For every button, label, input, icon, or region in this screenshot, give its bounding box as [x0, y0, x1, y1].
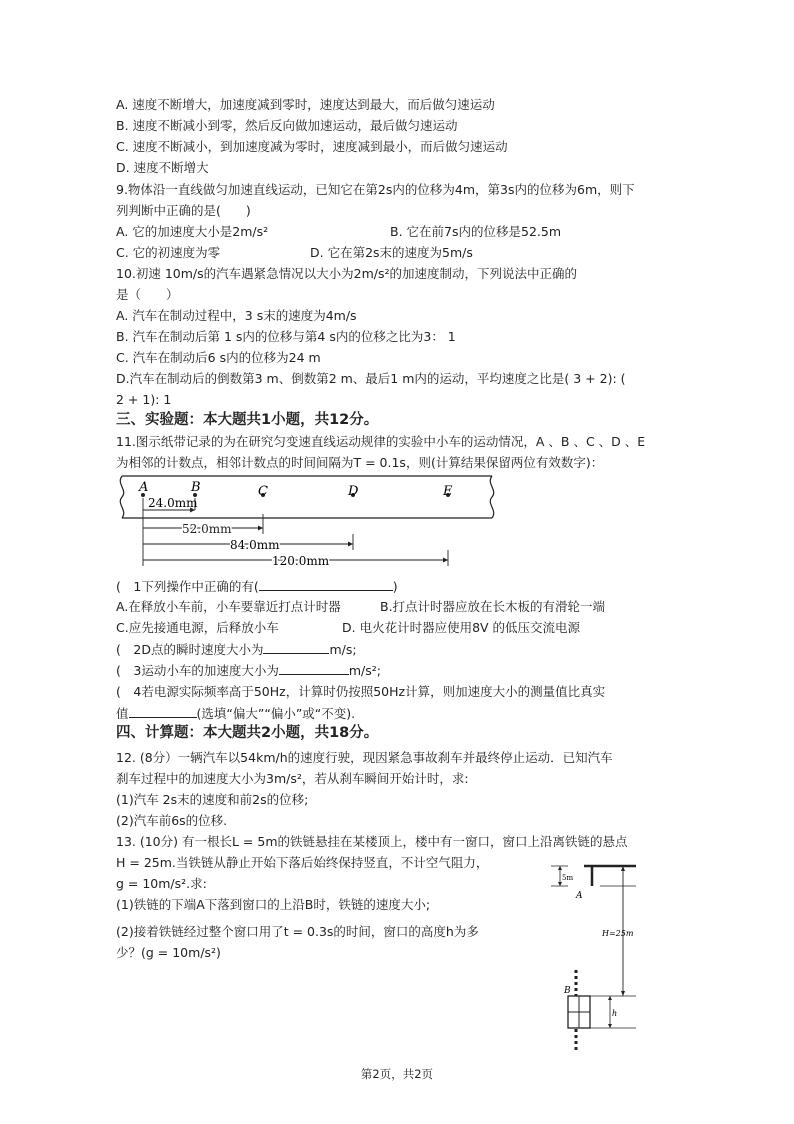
q11-part4-text: 值 [116, 706, 129, 721]
q8-option-c: C. 速度不断减小，到加速度减为零时，速度减到最小，而后做匀速运动 [116, 139, 508, 154]
q9-option-a: A. 它的加速度大小是2m/s² [116, 224, 269, 239]
q10-stem-line1: 10.初速 10m/s的汽车遇紧急情况以大小为2m/s²的加速度制动，下列说法中正确的 [116, 266, 578, 281]
q11-option-d: D. 电火花计时器应使用8V 的低压交流电源 [342, 620, 581, 635]
q12-line3: (1)汽车 2s末的速度和前2s的位移; [116, 792, 309, 807]
q10-option-b: B. 汽车在制动后第 1 s内的位移与第4 s内的位移之比为3： 1 [116, 329, 456, 344]
q11-part4-hint: (选填“偏大”“偏小”或“不变). [196, 706, 356, 721]
q11-stem-line2: 为相邻的计数点，相邻计数点的时间间隔为T = 0.1s，则(计算结果保留两位有效数字)： [116, 455, 604, 470]
paper-tape-figure [112, 474, 512, 574]
q11-part2-unit: m/s; [329, 642, 357, 657]
q11-part2 [116, 641, 357, 658]
q8-option-a: A. 速度不断增大，加速度减到零时，速度达到最大，而后做匀速运动 [116, 97, 495, 112]
q8-option-d: D. 速度不断增大 [116, 160, 209, 175]
distance-ad: 84.0mm [230, 538, 280, 552]
tape-label-d: D [348, 484, 359, 499]
tape-label-b: B [191, 480, 201, 495]
q11-part3-unit: m/s²; [348, 663, 381, 678]
q9-option-b: B. 它在前7s内的位移是52.5m [390, 224, 561, 239]
q13-line2: H = 25m.当铁链从静止开始下落后始终保持竖直，不计空气阻力， [116, 855, 489, 870]
q9-option-d: D. 它在第2s末的速度为5m/s [310, 245, 473, 260]
q11-part4-line1: ( 4若电源实际频率高于50Hz，计算时仍按照50Hz计算，则加速度大小的测量值比真实 [116, 684, 606, 699]
q11-option-a: A.在释放小车前，小车要靠近打点计时器 [116, 599, 341, 614]
section-3-heading: 三、实验题：本大题共1小题，共12分。 [116, 412, 379, 428]
q13-line5: (2)接着铁链经过整个窗口用了t = 0.3s的时间，窗口的高度h为多 [116, 924, 479, 939]
label-h-total: H=25m [602, 929, 634, 938]
label-h-window: h [612, 1009, 618, 1018]
tape-label-c: C [258, 484, 268, 499]
q10-stem-line2: 是（ ） [116, 287, 179, 302]
q10-option-c: C. 汽车在制动后6 s内的位移为24 m [116, 350, 321, 365]
q11-part2-text: ( 2D点的瞬时速度大小为 [116, 642, 264, 657]
q9-stem-line2: 列判断中正确的是( ) [116, 203, 251, 218]
q12-line1: 12. (8分）一辆汽车以54km/h的速度行驶，现因紧急事故刹车并最终停止运动．已知汽车 [116, 750, 613, 765]
q11-option-c: C.应先接通电源，后释放小车 [116, 620, 279, 635]
q11-part3 [116, 662, 381, 679]
q10-option-a: A. 汽车在制动过程中，3 s末的速度为4m/s [116, 308, 357, 323]
label-a: A [576, 891, 583, 901]
q10-option-d-line1: D.汽车在制动后的倒数第3 m、倒数第2 m、最后1 m内的运动，平均速度之比是( 3 + 2): ( [116, 371, 626, 386]
q11-option-b: B.打点计时器应放在长木板的有滑轮一端 [380, 599, 606, 614]
q12-line4: (2)汽车前6s的位移. [116, 813, 228, 828]
q9-stem-line1: 9.物体沿一直线做匀加速直线运动，已知它在第2s内的位移为4m，第3s内的位移为6m，则下 [116, 182, 635, 197]
q11-part4-line2 [116, 705, 355, 722]
distance-ac: 52.0mm [182, 522, 232, 536]
q11-part1-close: ) [392, 579, 398, 594]
q11-part3-text: ( 3运动小车的加速度大小为 [116, 663, 279, 678]
q13-line1: 13. (10分) 有一根长L = 5m的铁链悬挂在某楼顶上，楼中有一窗口，窗口上沿离铁链的悬点 [116, 834, 628, 849]
q11-part1-blank[interactable] [259, 578, 393, 591]
q11-stem-line1: 11.图示纸带记录的为在研究匀变速直线运动规律的实验中小车的运动情况，A 、B 、C 、D 、E [116, 434, 646, 449]
q11-part3-blank[interactable] [279, 662, 349, 675]
page-footer: 第2页，共2页 [360, 1067, 434, 1081]
q9-option-c: C. 它的初速度为零 [116, 245, 221, 260]
q11-part1 [116, 578, 398, 595]
tape-label-e: E [443, 484, 453, 499]
chain-window-figure [536, 856, 666, 1056]
q11-part1-text: ( 1下列操作中正确的有( [116, 579, 259, 594]
distance-ab: 24.0mm [148, 496, 198, 510]
tape-label-a: A [139, 480, 149, 495]
label-l: 5m [562, 874, 574, 882]
distance-ae: 120.0mm [272, 554, 330, 568]
q13-line6: 少？(g = 10m/s²) [116, 945, 221, 960]
q11-part4-blank[interactable] [129, 705, 197, 718]
q8-option-b: B. 速度不断减小到零，然后反向做加速运动，最后做匀速运动 [116, 118, 458, 133]
label-b: B [564, 986, 571, 996]
q11-part2-blank[interactable] [263, 641, 329, 654]
q13-line3: g = 10m/s².求: [116, 876, 207, 891]
q13-line4: (1)铁链的下端A下落到窗口的上沿B时，铁链的速度大小; [116, 897, 431, 912]
q12-line2: 刹车过程中的加速度大小为3m/s²，若从刹车瞬间开始计时，求: [116, 771, 469, 786]
section-4-heading: 四、计算题：本大题共2小题，共18分。 [116, 725, 379, 741]
q10-option-d-line2: 2 + 1): 1 [116, 392, 172, 407]
